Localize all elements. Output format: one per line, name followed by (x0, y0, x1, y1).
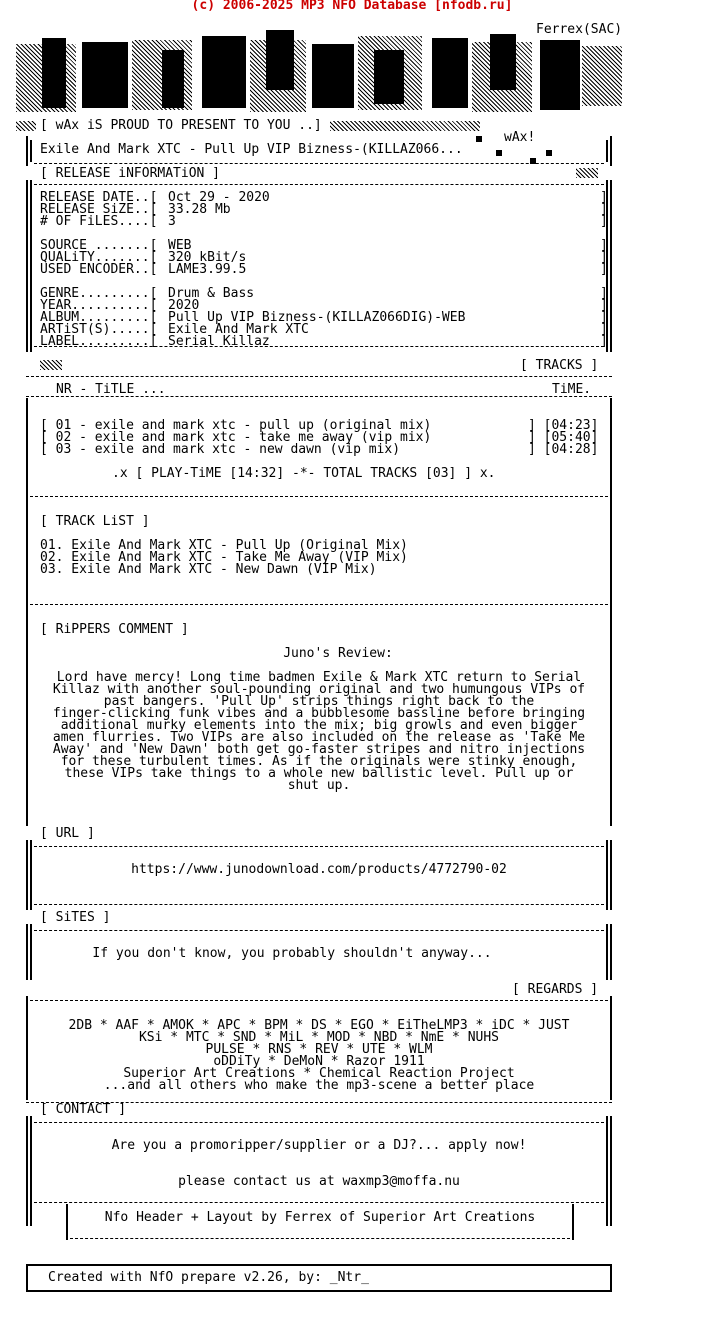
contact-heading: [ CONTACT ] (40, 1102, 127, 1117)
info-value-source: WEB (168, 238, 192, 253)
track-line: [ 02 - exile and mark xtc - take me away (vip mix) (40, 430, 432, 445)
review-line: for these turbulent times. As if the originals were stinky enough, (60, 754, 578, 769)
track-list-heading: [ TRACK LiST ] (40, 514, 150, 529)
regards-line: 2DB * AAF * AMOK * APC * BPM * DS * EGO * EiTheLMP3 * iDC * JUST (68, 1018, 570, 1033)
info-value-files: 3 (168, 214, 176, 229)
info-label-files: # OF FiLES....[ (40, 214, 158, 229)
tracks-heading: [ TRACKS ] (520, 358, 599, 373)
review-line: past bangers. 'Pull Up' strips things right back to the (103, 694, 535, 709)
wax-logo (12, 30, 624, 120)
regards-line: Superior Art Creations * Chemical Reaction Project (123, 1066, 515, 1081)
track-list-item: 03. Exile And Mark XTC - New Dawn (VIP Mix) (40, 562, 377, 577)
info-value-label: Serial Killaz (168, 334, 270, 349)
regards-line: oDDiTy * DeMoN * Razor 1911 (213, 1054, 425, 1069)
info-value-encoder: LAME3.99.5 (168, 262, 247, 277)
url-link[interactable]: https://www.junodownload.com/products/4772790-02 (131, 862, 507, 877)
info-value-album: Pull Up VIP Bizness-(KILLAZ066DIG)-WEB (168, 310, 466, 325)
url-heading: [ URL ] (40, 826, 95, 841)
track-line: [ 03 - exile and mark xtc - new dawn (vip mix) (40, 442, 401, 457)
tracks-col-time: TiME. (552, 382, 592, 397)
review-line: Away' and 'New Dawn' both get go-faster stripes and nitro injections (52, 742, 586, 757)
info-label-year: YEAR..........[ (40, 298, 158, 313)
info-value-year: 2020 (168, 298, 200, 313)
review-line: amen flurries. Two VIPs are also included on the release as 'Take Me (52, 730, 586, 745)
regards-heading: [ REGARDS ] (512, 982, 599, 997)
regards-line: KSi * MTC * SND * MiL * MOD * NBD * NmE * NUHS (138, 1030, 500, 1045)
banner-text: [ wAx iS PROUD TO PRESENT TO YOU ..] (40, 118, 322, 133)
release-info-heading: [ RELEASE iNFORMATiON ] (40, 166, 221, 181)
info-value-release-size: 33.28 Mb (168, 202, 231, 217)
contact-email-text: please contact us at waxmp3@moffa.nu (178, 1174, 460, 1189)
info-label-encoder: USED ENCODER..[ (40, 262, 158, 277)
review-line: Killaz with another soul-pounding original and two humungous VIPs of (52, 682, 586, 697)
contact-apply-text: Are you a promoripper/supplier or a DJ?... apply now! (111, 1138, 527, 1153)
track-list-item: 01. Exile And Mark XTC - Pull Up (Original Mix) (40, 538, 408, 553)
info-label-genre: GENRE.........[ (40, 286, 158, 301)
info-value-genre: Drum & Bass (168, 286, 255, 301)
review-title: Juno's Review: (283, 646, 393, 661)
track-time: ] [05:40] (528, 430, 599, 445)
layout-credit: Nfo Header + Layout by Ferrex of Superior Art Creations (104, 1210, 536, 1225)
tracks-col-nr: NR - TiTLE ... (56, 382, 166, 397)
sites-text: If you don't know, you probably shouldn't anyway... (92, 946, 492, 961)
regards-line: ...and all others who make the mp3-scene a better place (103, 1078, 535, 1093)
track-time: ] [04:28] (528, 442, 599, 457)
regards-line: PULSE * RNS * REV * UTE * WLM (205, 1042, 433, 1057)
info-value-release-date: Oct 29 - 2020 (168, 190, 270, 205)
release-title: Exile And Mark XTC - Pull Up VIP Bizness-(KILLAZ066... (40, 142, 463, 157)
info-label-quality: QUALiTY.......[ (40, 250, 158, 265)
review-line: additional murky elements into the mix; big growls and even bigger (60, 718, 578, 733)
info-label-album: ALBUM.........[ (40, 310, 158, 325)
copyright-text: (c) 2006-2025 MP3 NFO Database [nfodb.ru] (191, 0, 513, 13)
track-time: ] [04:23] (528, 418, 599, 433)
review-line: these VIPs take things to a whole new ballistic level. Pull up or (64, 766, 574, 781)
review-line: finger-clicking funk vibes and a bubblesome bassline before bringing (52, 706, 586, 721)
track-list-item: 02. Exile And Mark XTC - Take Me Away (VIP Mix) (40, 550, 408, 565)
review-line: shut up. (287, 778, 351, 793)
info-label-label: LABEL.........[ (40, 334, 158, 349)
review-line: Lord have mercy! Long time badmen Exile & Mark XTC return to Serial (56, 670, 582, 685)
artist-credit: Ferrex(SAC) (536, 22, 623, 37)
info-value-artists: Exile And Mark XTC (168, 322, 309, 337)
info-label-release-size: RELEASE SiZE..[ (40, 202, 158, 217)
info-value-quality: 320 kBit/s (168, 250, 247, 265)
info-label-release-date: RELEASE DATE..[ (40, 190, 158, 205)
rippers-comment-heading: [ RiPPERS COMMENT ] (40, 622, 189, 637)
sites-heading: [ SiTES ] (40, 910, 111, 925)
logo-tag: wAx! (504, 130, 536, 145)
info-label-artists: ARTiST(S).....[ (40, 322, 158, 337)
info-label-source: SOURCE .......[ (40, 238, 158, 253)
footer-text: Created with NfO prepare v2.26, by: _Ntr_ (48, 1270, 369, 1285)
track-line: [ 01 - exile and mark xtc - pull up (original mix) (40, 418, 432, 433)
tracks-total: .x [ PLAY-TiME [14:32] -*- TOTAL TRACKS [03] ] x. (112, 466, 496, 481)
